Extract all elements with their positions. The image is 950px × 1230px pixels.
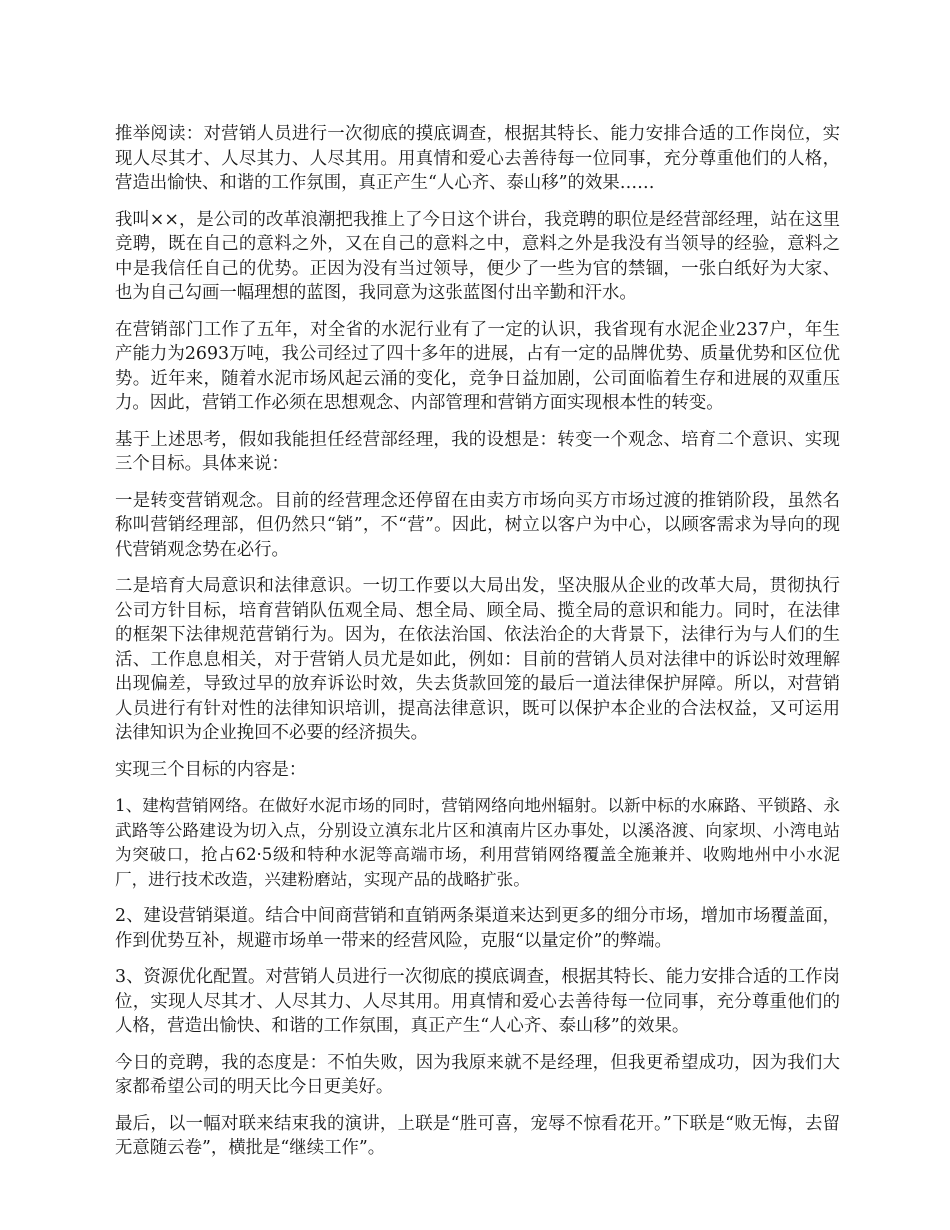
- paragraph-recommended-reading: 推举阅读：对营销人员进行一次彻底的摸底调查，根据其特长、能力安排合适的工作岗位，实现人尽其才、人尽其力、人尽其用。用真情和爱心去善待每一位同事，充分尊重他们的人格，营造出愉快、和谐的工作氛围，真正产生“人心齐、泰山移”的效果……: [115, 124, 840, 193]
- paragraph-awareness: 二是培育大局意识和法律意识。一切工作要以大局出发，坚决服从企业的改革大局，贯彻执行公司方针目标，培育营销队伍观全局、想全局、顾全局、揽全局的意识和能力。同时，在法律的框架下法律规范营销行为。因为，在依法治国、依法治企的大背景下，法律行为与人们的生活、工作息息相关，对于营销人员尤是如此，例如：目前的营销人员对法律中的诉讼时效理解出现偏差，导致过早的放弃诉讼时效，失去货款回笼的最后一道法律保护屏障。所以，对营销人员进行有针对性的法律知识培训，提高法律意识，既可以保护本企业的合法权益，又可运用法律知识为企业挽回不必要的经济损失。: [115, 576, 840, 743]
- paragraph-closing: 最后，以一幅对联来结束我的演讲，上联是“胜可喜，宠辱不惊看花开。”下联是“败无悔，去留无意随云卷”，横批是“继续工作”。: [115, 1113, 840, 1158]
- paragraph-plan-overview: 基于上述思考，假如我能担任经营部经理，我的设想是：转变一个观念、培育二个意识、实现三个目标。具体来说：: [115, 429, 840, 474]
- paragraph-introduction: 我叫××，是公司的改革浪潮把我推上了今日这个讲台，我竞聘的职位是经营部经理，站在这里竞聘，既在自己的意料之外，又在自己的意料之中，意料之外是我没有当领导的经验，意料之中是我信任自己的优势。正因为没有当过领导，便少了一些为官的禁锢，一张白纸好为大家、也为自己勾画一幅理想的蓝图，我同意为这张蓝图付出辛勤和汗水。: [115, 209, 840, 303]
- paragraph-background: 在营销部门工作了五年，对全省的水泥行业有了一定的认识，我省现有水泥企业237户，年生产能力为2693万吨，我公司经过了四十多年的进展，占有一定的品牌优势、质量优势和区位优势。近年来，随着水泥市场风起云涌的变化，竞争日益加剧，公司面临着生存和进展的双重压力。因此，营销工作必须在思想观念、内部管理和营销方面实现根本性的转变。: [115, 319, 840, 413]
- paragraph-goal-network: 1、建构营销网络。在做好水泥市场的同时，营销网络向地州辐射。以新中标的水麻路、平锁路、永武路等公路建设为切入点，分别设立滇东北片区和滇南片区办事处，以溪洛渡、向家坝、小湾电站为突破口，抢占62·5级和特种水泥等高端市场，利用营销网络覆盖全施兼并、收购地州中小水泥厂，进行技术改造，兴建粉磨站，实现产品的战略扩张。: [115, 796, 840, 889]
- paragraph-attitude: 今日的竞聘，我的态度是：不怕失败，因为我原来就不是经理，但我更希望成功，因为我们大家都希望公司的明天比今日更美好。: [115, 1052, 840, 1097]
- paragraph-goals-intro: 实现三个目标的内容是：: [115, 759, 307, 780]
- paragraph-goal-resources: 3、资源优化配置。对营销人员进行一次彻底的摸底调查，根据其特长、能力安排合适的工作岗位，实现人尽其才、人尽其力、人尽其用。用真情和爱心去善待每一位同事，充分尊重他们的人格，营造出愉快、和谐的工作氛围，真正产生“人心齐、泰山移”的效果。: [115, 967, 840, 1036]
- paragraph-marketing-concept: 一是转变营销观念。目前的经营理念还停留在由卖方市场向买方市场过渡的推销阶段，虽然名称叫营销经理部，但仍然只“销”，不“营”。因此，树立以客户为中心，以顾客需求为导向的现代营销观念势在必行。: [115, 490, 840, 560]
- paragraph-goal-channels: 2、建设营销渠道。结合中间商营销和直销两条渠道来达到更多的细分市场，增加市场覆盖面，作到优势互补，规避市场单一带来的经营风险，克服“以量定价”的弊端。: [115, 906, 840, 951]
- document-page: [115, 122, 840, 1173]
